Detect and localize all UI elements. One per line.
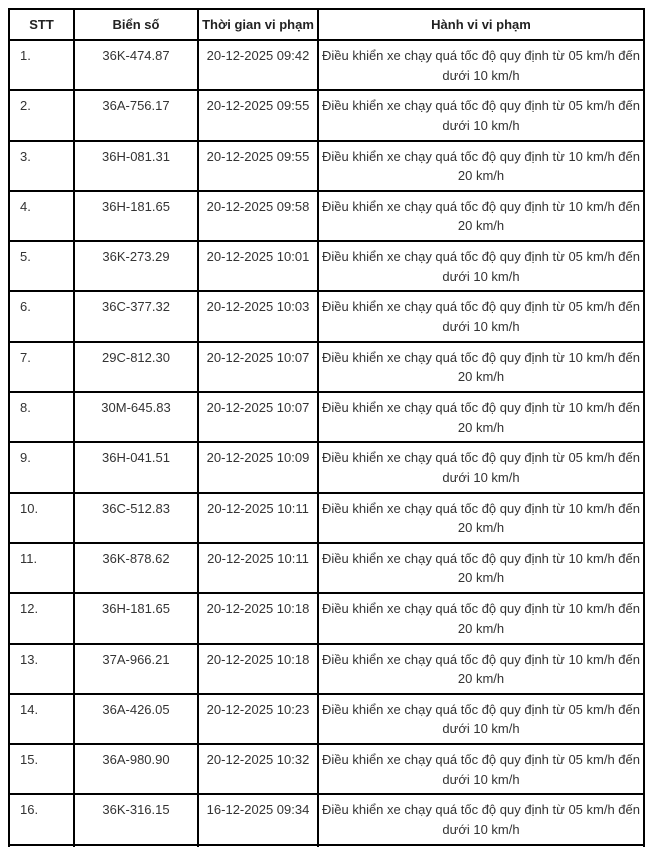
violations-table (8, 8, 645, 847)
table-row (9, 291, 644, 341)
table-row (9, 40, 644, 90)
cell-time: 20-12-2025 10:07 (198, 342, 318, 392)
cell-violation: Điều khiển xe chạy quá tốc độ quy định từ 05 km/h đến dưới 10 km/h (318, 794, 644, 844)
cell-plate: 36K-474.87 (74, 40, 198, 90)
cell-plate: 36A-980.90 (74, 744, 198, 794)
cell-stt: 15. (9, 744, 74, 794)
cell-time: 20-12-2025 09:42 (198, 40, 318, 90)
cell-plate: 36A-756.17 (74, 90, 198, 140)
cell-violation: Điều khiển xe chạy quá tốc độ quy định từ 10 km/h đến 20 km/h (318, 493, 644, 543)
cell-stt: 13. (9, 644, 74, 694)
table-row (9, 794, 644, 844)
table-row (9, 694, 644, 744)
header-stt: STT (9, 9, 74, 40)
cell-violation: Điều khiển xe chạy quá tốc độ quy định từ 10 km/h đến 20 km/h (318, 191, 644, 241)
cell-violation: Điều khiển xe chạy quá tốc độ quy định từ 10 km/h đến 20 km/h (318, 593, 644, 643)
cell-stt: 2. (9, 90, 74, 140)
cell-violation: Điều khiển xe chạy quá tốc độ quy định từ 05 km/h đến dưới 10 km/h (318, 442, 644, 492)
cell-time: 20-12-2025 09:55 (198, 141, 318, 191)
cell-plate: 36K-316.15 (74, 794, 198, 844)
table-row (9, 191, 644, 241)
cell-plate: 36H-041.51 (74, 442, 198, 492)
cell-time: 20-12-2025 09:58 (198, 191, 318, 241)
cell-stt: 8. (9, 392, 74, 442)
cell-plate: 37A-966.21 (74, 644, 198, 694)
cell-time: 20-12-2025 10:07 (198, 392, 318, 442)
cell-time: 20-12-2025 10:18 (198, 593, 318, 643)
cell-stt: 12. (9, 593, 74, 643)
cell-plate: 36C-512.83 (74, 493, 198, 543)
cell-time: 20-12-2025 10:09 (198, 442, 318, 492)
cell-time: 16-12-2025 09:34 (198, 794, 318, 844)
cell-plate: 29C-812.30 (74, 342, 198, 392)
cell-stt: 14. (9, 694, 74, 744)
cell-plate: 36K-878.62 (74, 543, 198, 593)
cell-plate: 36A-426.05 (74, 694, 198, 744)
table-row (9, 442, 644, 492)
cell-stt: 16. (9, 794, 74, 844)
cell-time: 20-12-2025 10:11 (198, 493, 318, 543)
cell-plate: 36H-081.31 (74, 141, 198, 191)
table-row (9, 593, 644, 643)
cell-stt: 7. (9, 342, 74, 392)
table-row (9, 543, 644, 593)
cell-violation: Điều khiển xe chạy quá tốc độ quy định từ 05 km/h đến dưới 10 km/h (318, 291, 644, 341)
cell-stt: 3. (9, 141, 74, 191)
header-plate: Biển số (74, 9, 198, 40)
table-row (9, 493, 644, 543)
cell-violation: Điều khiển xe chạy quá tốc độ quy định từ 05 km/h đến dưới 10 km/h (318, 40, 644, 90)
table-row (9, 744, 644, 794)
cell-time: 20-12-2025 10:23 (198, 694, 318, 744)
table-row (9, 342, 644, 392)
cell-stt: 4. (9, 191, 74, 241)
cell-plate: 36H-181.65 (74, 191, 198, 241)
cell-plate: 36H-181.65 (74, 593, 198, 643)
cell-stt: 1. (9, 40, 74, 90)
cell-violation: Điều khiển xe chạy quá tốc độ quy định từ 10 km/h đến 20 km/h (318, 543, 644, 593)
table-row (9, 90, 644, 140)
cell-violation: Điều khiển xe chạy quá tốc độ quy định từ 10 km/h đến 20 km/h (318, 141, 644, 191)
cell-violation: Điều khiển xe chạy quá tốc độ quy định từ 05 km/h đến dưới 10 km/h (318, 744, 644, 794)
table-row (9, 241, 644, 291)
table-row (9, 644, 644, 694)
cell-violation: Điều khiển xe chạy quá tốc độ quy định từ 10 km/h đến 20 km/h (318, 392, 644, 442)
cell-plate: 36C-377.32 (74, 291, 198, 341)
table-row (9, 141, 644, 191)
cell-plate: 30M-645.83 (74, 392, 198, 442)
header-row (9, 9, 644, 40)
cell-stt: 11. (9, 543, 74, 593)
cell-time: 20-12-2025 09:55 (198, 90, 318, 140)
cell-violation: Điều khiển xe chạy quá tốc độ quy định từ 05 km/h đến dưới 10 km/h (318, 694, 644, 744)
table-row (9, 392, 644, 442)
cell-time: 20-12-2025 10:11 (198, 543, 318, 593)
cell-violation: Điều khiển xe chạy quá tốc độ quy định từ 10 km/h đến 20 km/h (318, 342, 644, 392)
cell-time: 20-12-2025 10:18 (198, 644, 318, 694)
cell-plate: 36K-273.29 (74, 241, 198, 291)
header-time: Thời gian vi phạm (198, 9, 318, 40)
cell-time: 20-12-2025 10:32 (198, 744, 318, 794)
cell-violation: Điều khiển xe chạy quá tốc độ quy định từ 10 km/h đến 20 km/h (318, 644, 644, 694)
cell-stt: 9. (9, 442, 74, 492)
cell-stt: 6. (9, 291, 74, 341)
header-violation: Hành vi vi phạm (318, 9, 644, 40)
cell-stt: 10. (9, 493, 74, 543)
cell-stt: 5. (9, 241, 74, 291)
cell-time: 20-12-2025 10:03 (198, 291, 318, 341)
cell-violation: Điều khiển xe chạy quá tốc độ quy định từ 05 km/h đến dưới 10 km/h (318, 90, 644, 140)
cell-violation: Điều khiển xe chạy quá tốc độ quy định từ 05 km/h đến dưới 10 km/h (318, 241, 644, 291)
cell-time: 20-12-2025 10:01 (198, 241, 318, 291)
